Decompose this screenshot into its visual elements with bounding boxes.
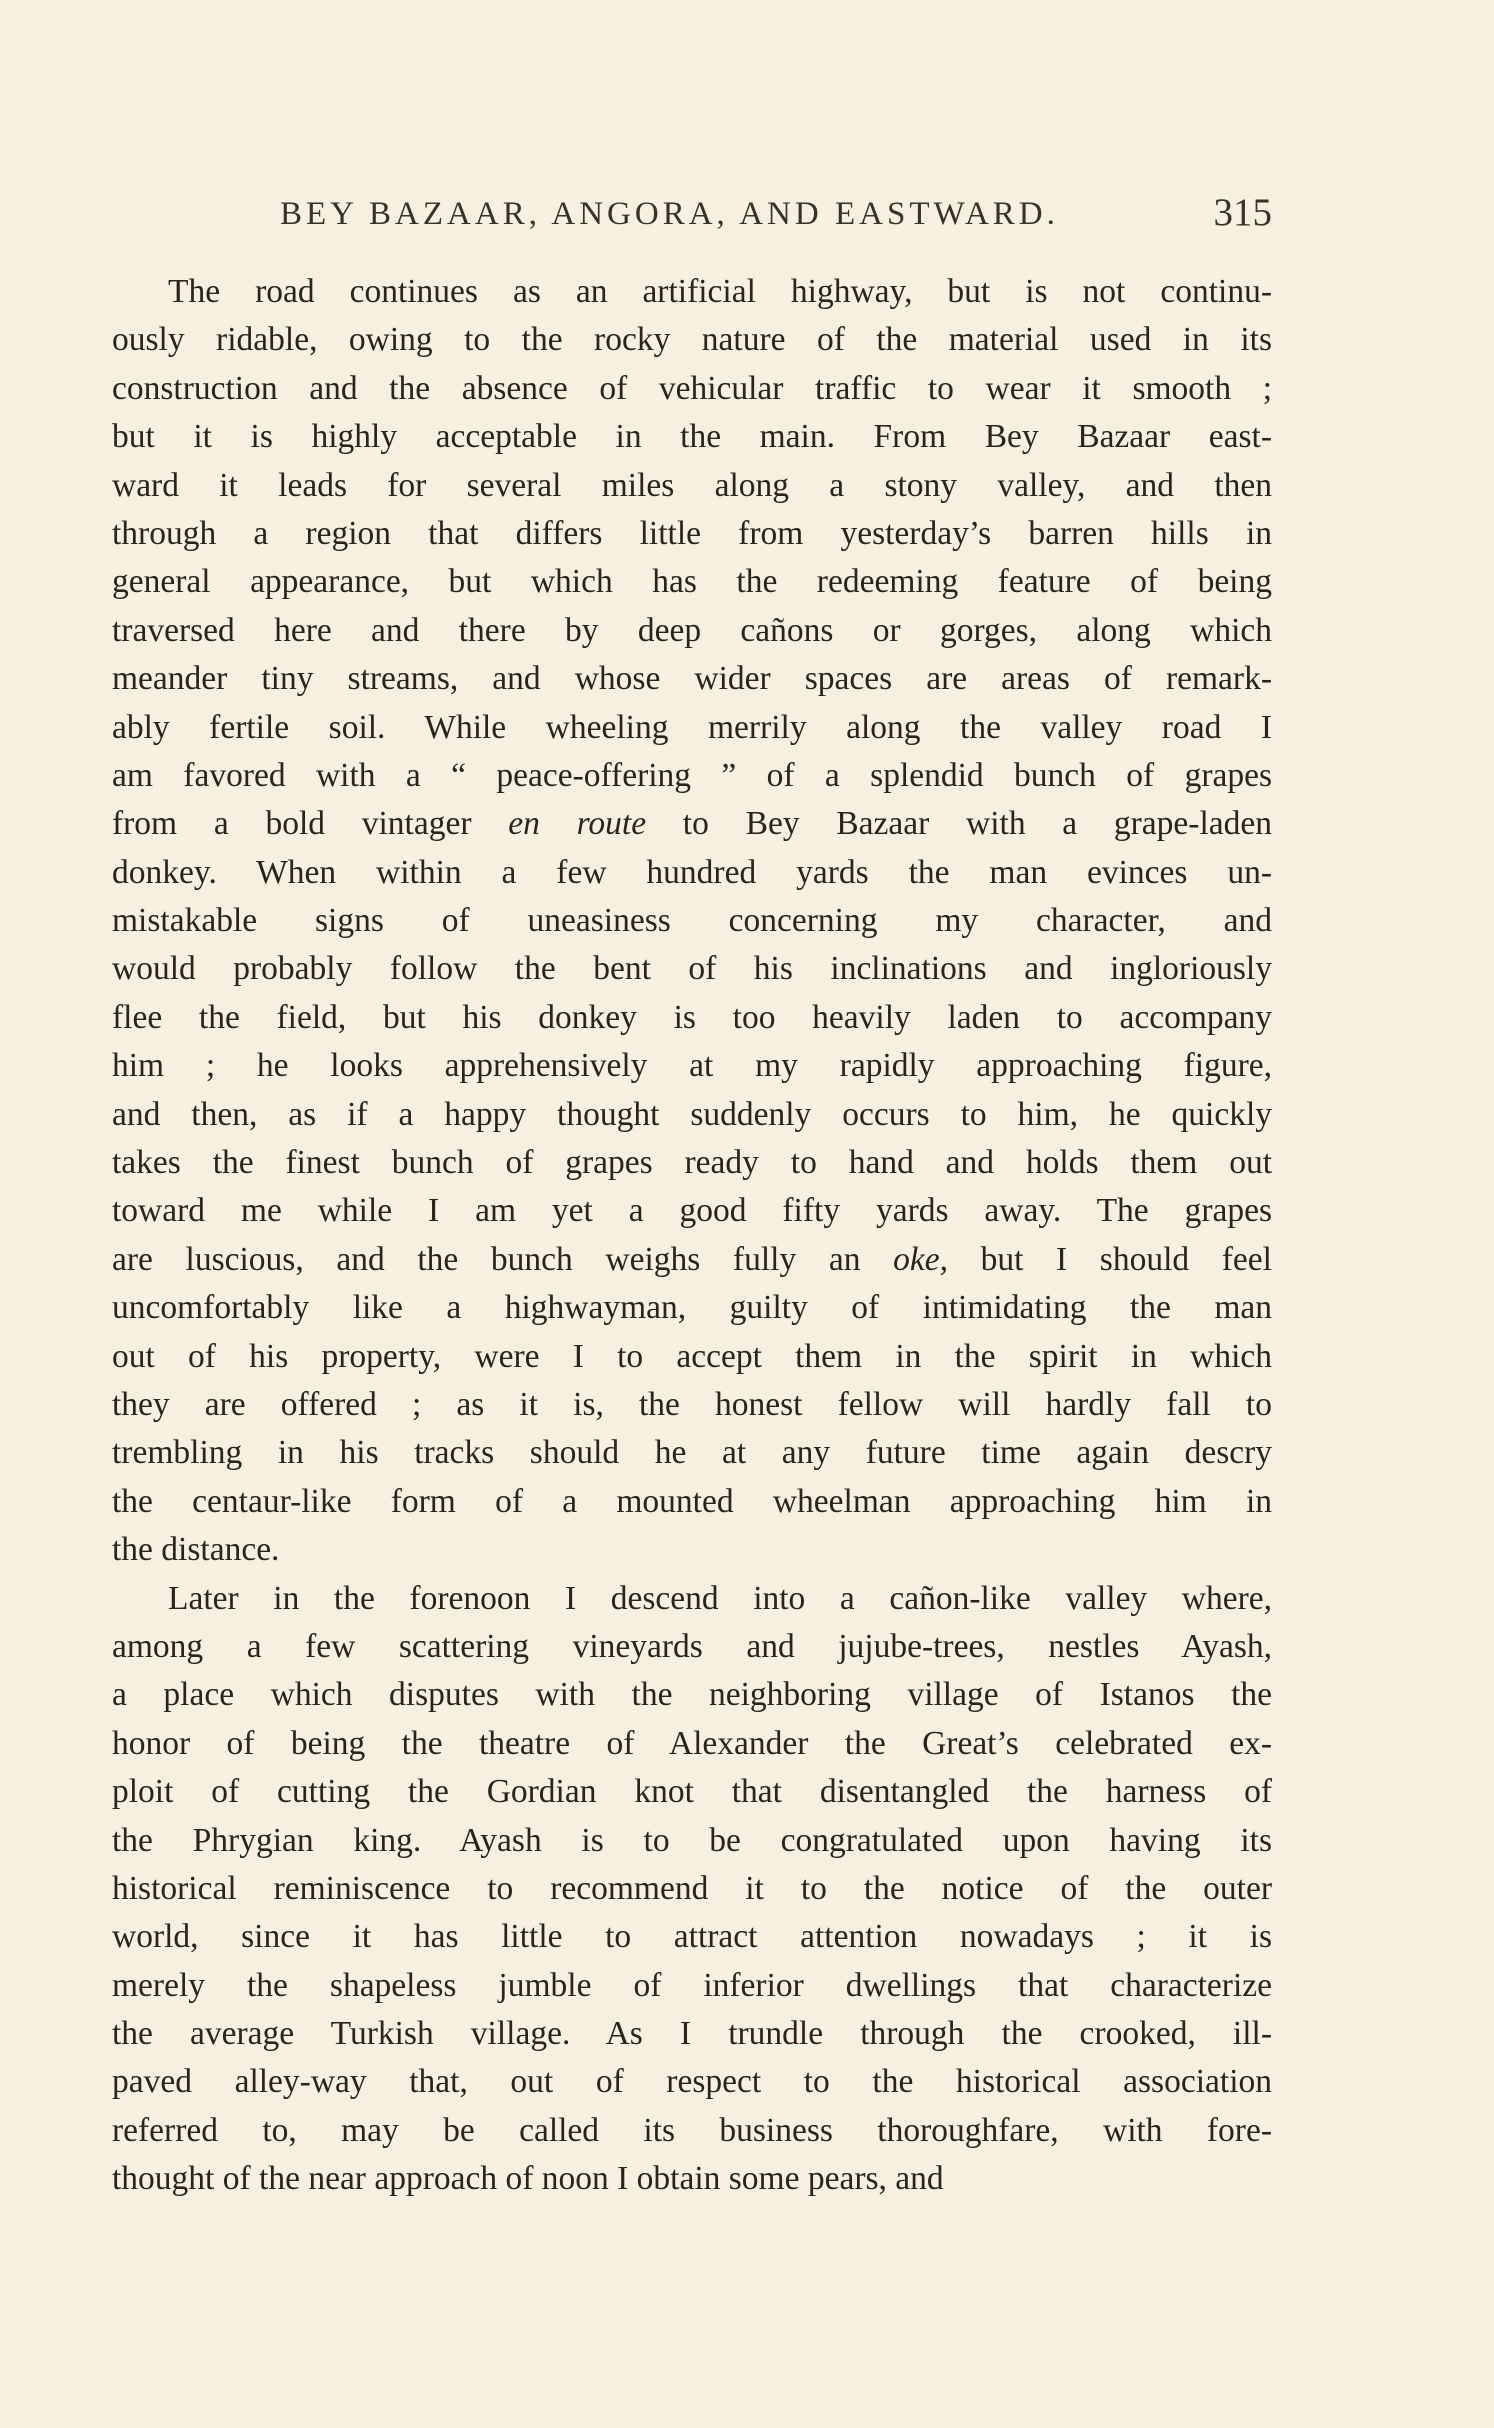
line-segment: ably fertile soil. While wheeling merrily along the valley road I: [112, 708, 1272, 746]
text-line: [112, 1623, 1272, 1671]
page-number: 315: [1213, 191, 1272, 234]
line-segment: flee the field, but his donkey is too heavily laden to accompany: [112, 998, 1272, 1036]
line-segment: through a region that differs little from yesterday’s barren hills in: [112, 514, 1272, 552]
line-segment: general appearance, but which has the redeeming feature of being: [112, 563, 1272, 601]
text-line: [112, 510, 1272, 558]
line-segment: the centaur-like form of a mounted wheelman approaching him in: [112, 1482, 1272, 1520]
text-line: [112, 945, 1272, 993]
text-line: [112, 704, 1272, 752]
line-segment: traversed here and there by deep cañons or gorges, along which: [112, 611, 1272, 649]
line-segment: are luscious, and the bunch weighs fully an: [112, 1240, 894, 1278]
italic-text: en route: [508, 805, 647, 843]
text-line: [112, 1139, 1272, 1187]
text-line: [112, 2107, 1272, 2155]
text-line: [112, 268, 1272, 316]
running-title: BEY BAZAAR, ANGORA, AND EASTWARD.: [280, 196, 1059, 232]
text-line: [112, 800, 1272, 848]
text-line: [112, 1284, 1272, 1332]
line-segment: thought of the near approach of noon I obtain some pears, and: [112, 2160, 944, 2198]
text-line: [112, 1478, 1272, 1526]
line-segment: among a few scattering vineyards and jujube-trees, nestles Ayash,: [112, 1627, 1272, 1665]
line-segment: The road continues as an artificial highway, but is not continu-: [168, 273, 1272, 310]
line-segment: they are offered ; as it is, the honest fellow will hardly fall to: [112, 1385, 1272, 1423]
text-line: [112, 897, 1272, 945]
line-segment: the average Turkish village. As I trundle through the crooked, ill-: [112, 2015, 1272, 2053]
text-line: [112, 413, 1272, 461]
line-segment: meander tiny streams, and whose wider spaces are areas of remark-: [112, 660, 1272, 698]
text-line: [112, 1865, 1272, 1913]
text-line: [112, 1962, 1272, 2010]
text-line: [112, 558, 1272, 606]
body-text: [112, 268, 1272, 2204]
line-segment: Later in the forenoon I descend into a cañon-like valley where,: [168, 1579, 1272, 1617]
text-line: [112, 2155, 1272, 2203]
text-line: [112, 752, 1272, 800]
text-line: [112, 2010, 1272, 2058]
text-line: [112, 1671, 1272, 1719]
line-segment: the Phrygian king. Ayash is to be congratulated upon having its: [112, 1821, 1272, 1859]
line-segment: toward me while I am yet a good fifty yards away. The grapes: [112, 1192, 1272, 1230]
line-segment: am favored with a “ peace-offering ” of a splendid bunch of grapes: [112, 756, 1272, 794]
text-line: [112, 1720, 1272, 1768]
text-line: [112, 655, 1272, 703]
text-line: [112, 365, 1272, 413]
line-segment: would probably follow the bent of his inclinations and ingloriously: [112, 950, 1272, 988]
line-segment: him ; he looks apprehensively at my rapidly approaching figure,: [112, 1047, 1272, 1085]
text-line: [112, 1575, 1272, 1623]
text-line: [112, 994, 1272, 1042]
line-segment: but I should feel: [947, 1240, 1272, 1278]
line-segment: ward it leads for several miles along a stony valley, and then: [112, 466, 1272, 504]
line-segment: but it is highly acceptable in the main. From Bey Bazaar east-: [112, 418, 1272, 456]
text-line: [112, 849, 1272, 897]
running-head: [112, 191, 1272, 242]
text-line: [112, 1091, 1272, 1139]
line-segment: merely the shapeless jumble of inferior dwellings that characterize: [112, 1966, 1272, 2004]
text-line: [112, 1333, 1272, 1381]
line-segment: honor of being the theatre of Alexander the Great’s celebrated ex-: [112, 1724, 1272, 1762]
line-segment: historical reminiscence to recommend it to the notice of the outer: [112, 1869, 1272, 1907]
text-line: [112, 462, 1272, 510]
text-line: [112, 1381, 1272, 1429]
line-segment: mistakable signs of uneasiness concerning my character, and: [112, 902, 1272, 940]
line-segment: from a bold vintager: [112, 805, 509, 843]
text-line: [112, 1187, 1272, 1235]
text-line: [112, 1042, 1272, 1090]
line-segment: donkey. When within a few hundred yards the man evinces un-: [112, 853, 1272, 891]
text-line: [112, 607, 1272, 655]
text-line: [112, 2058, 1272, 2106]
line-segment: uncomfortably like a highwayman, guilty of intimidating the man: [112, 1289, 1272, 1327]
text-line: [112, 1817, 1272, 1865]
text-line: [112, 1236, 1272, 1284]
line-segment: the distance.: [112, 1531, 280, 1569]
paragraph: [112, 1575, 1272, 2204]
paragraph: [112, 268, 1272, 1575]
line-segment: construction and the absence of vehicular traffic to wear it smooth ;: [112, 369, 1272, 407]
text-line: [112, 1526, 1272, 1574]
italic-text: oke,: [893, 1240, 948, 1278]
line-segment: and then, as if a happy thought suddenly occurs to him, he quickly: [112, 1095, 1272, 1133]
line-segment: to Bey Bazaar with a grape-laden: [646, 805, 1272, 843]
line-segment: paved alley-way that, out of respect to the historical association: [112, 2063, 1272, 2101]
text-line: [112, 1429, 1272, 1477]
line-segment: takes the finest bunch of grapes ready to hand and holds them out: [112, 1144, 1272, 1182]
line-segment: a place which disputes with the neighboring village of Istanos the: [112, 1676, 1272, 1714]
line-segment: ously ridable, owing to the rocky nature of the material used in its: [112, 321, 1272, 359]
text-line: [112, 316, 1272, 364]
line-segment: out of his property, were I to accept them in the spirit in which: [112, 1337, 1272, 1375]
line-segment: world, since it has little to attract attention nowadays ; it is: [112, 1918, 1272, 1956]
line-segment: trembling in his tracks should he at any future time again descry: [112, 1434, 1272, 1472]
text-line: [112, 1768, 1272, 1816]
line-segment: referred to, may be called its business thoroughfare, with fore-: [112, 2111, 1272, 2149]
line-segment: ploit of cutting the Gordian knot that disentangled the harness of: [112, 1773, 1272, 1811]
text-line: [112, 1913, 1272, 1961]
